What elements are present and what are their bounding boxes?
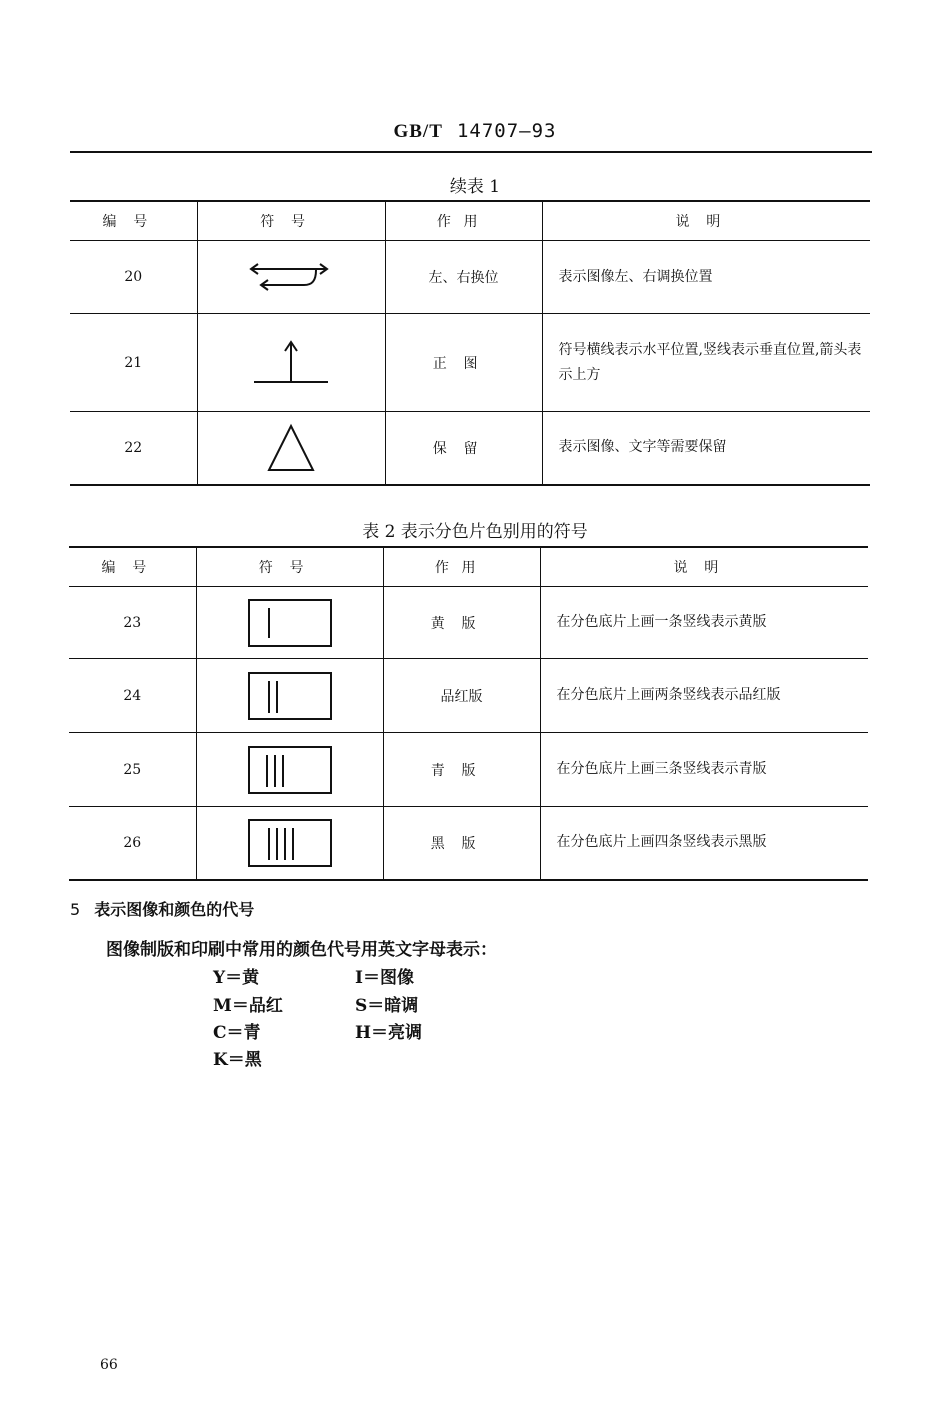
symbol-cell <box>197 241 385 314</box>
table-row <box>69 733 868 807</box>
row-description: 在分色底片上画一条竖线表示黄版 <box>540 587 868 659</box>
one-line-box-symbol <box>245 597 335 649</box>
col-header-symbol: 符号 <box>197 201 385 241</box>
row-function: 黄版 <box>383 587 540 659</box>
row-description: 表示图像、文字等需要保留 <box>542 412 870 485</box>
image-code: I＝图像 <box>355 968 414 988</box>
section-number: 5 <box>70 900 81 919</box>
upright-arrow-symbol <box>246 338 336 388</box>
row-number: 21 <box>70 314 197 412</box>
row-function: 正图 <box>385 314 542 412</box>
row-function: 保留 <box>385 412 542 485</box>
section-paragraph: 图像制版和印刷中常用的颜色代号用英文字母表示： <box>106 940 497 960</box>
table1 <box>70 200 870 486</box>
triangle-symbol <box>261 422 321 474</box>
color-code: Y＝黄 <box>213 968 260 988</box>
row-number: 24 <box>69 659 196 733</box>
col-header-description: 说明 <box>540 547 868 587</box>
symbol-cell <box>196 807 383 880</box>
table-row <box>70 241 870 314</box>
table2-caption: 表 2 表示分色片色别用的符号 <box>362 522 588 542</box>
row-number: 25 <box>69 733 196 807</box>
table-row <box>69 587 868 659</box>
row-function: 左、右换位 <box>385 241 542 314</box>
col-header-symbol: 符号 <box>196 547 383 587</box>
table-row <box>69 659 868 733</box>
table2-header-row <box>69 547 868 587</box>
col-header-function: 作用 <box>383 547 540 587</box>
col-header-number: 编号 <box>70 201 197 241</box>
row-description: 符号横线表示水平位置,竖线表示垂直位置,箭头表示上方 <box>542 314 870 412</box>
standard-number: 14707—93 <box>456 120 557 142</box>
col-header-number: 编号 <box>69 547 196 587</box>
row-number: 23 <box>69 587 196 659</box>
symbol-cell <box>197 314 385 412</box>
table1-caption: 续表 1 <box>449 177 501 197</box>
color-code: C＝青 <box>213 1023 261 1043</box>
color-code: M＝品红 <box>213 996 283 1016</box>
row-description: 在分色底片上画四条竖线表示黑版 <box>540 807 868 880</box>
table1-header-row <box>70 201 870 241</box>
symbol-cell <box>197 412 385 485</box>
section-title <box>70 897 254 920</box>
row-description: 在分色底片上画三条竖线表示青版 <box>540 733 868 807</box>
row-number: 22 <box>70 412 197 485</box>
row-function: 黑版 <box>383 807 540 880</box>
row-function: 品红版 <box>383 659 540 733</box>
image-code: H＝亮调 <box>355 1023 423 1043</box>
symbol-cell <box>196 659 383 733</box>
four-line-box-symbol <box>245 817 335 869</box>
symbol-cell <box>196 587 383 659</box>
col-header-description: 说明 <box>542 201 870 241</box>
row-function: 青版 <box>383 733 540 807</box>
table-row <box>70 314 870 412</box>
table-row <box>70 412 870 485</box>
swap-left-right-symbol <box>246 257 336 297</box>
col-header-function: 作用 <box>385 201 542 241</box>
standard-prefix: GB/T <box>393 121 443 142</box>
standard-header <box>0 120 950 143</box>
header-rule <box>70 151 872 153</box>
row-description: 表示图像左、右调换位置 <box>542 241 870 314</box>
row-description: 在分色底片上画两条竖线表示品红版 <box>540 659 868 733</box>
row-number: 26 <box>69 807 196 880</box>
symbol-cell <box>196 733 383 807</box>
section-title-text: 表示图像和颜色的代号 <box>94 900 255 919</box>
table2 <box>69 546 868 881</box>
color-code: K＝黑 <box>213 1050 262 1070</box>
two-line-box-symbol <box>245 670 335 722</box>
page-number: 66 <box>100 1357 118 1373</box>
row-number: 20 <box>70 241 197 314</box>
image-code: S＝暗调 <box>355 996 419 1016</box>
three-line-box-symbol <box>245 744 335 796</box>
table-row <box>69 807 868 880</box>
